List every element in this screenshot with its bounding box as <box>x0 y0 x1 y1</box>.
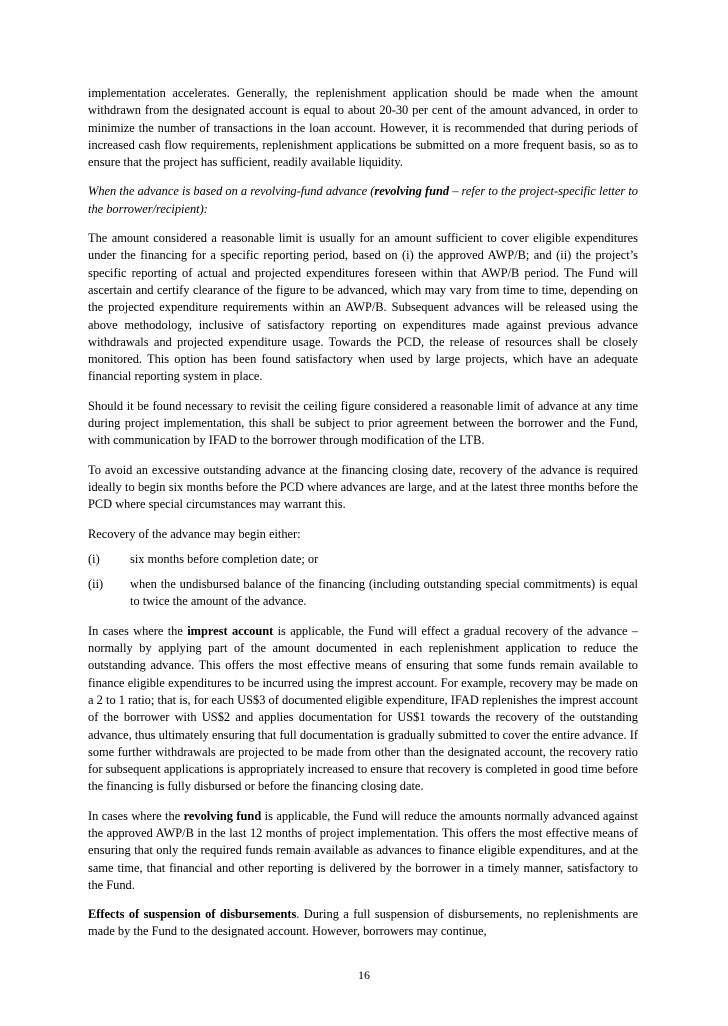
document-body <box>88 85 638 953</box>
imprest-body: is applicable, the Fund will effect a gradual recovery of the advance – normally by applying part of the amount documented in each replenishment application to reduce the outstanding advance. This offers the most effective means of ensuring that some funds remain available to finance eligible expenditures to be incurred using the imprest account. For example, recovery may be made on a 2 to 1 ratio; that is, for each US$3 of documented eligible expenditure, IFAD replenishes the imprest account of the borrower with US$2 and applies documentation for US$1 towards the recovery of the outstanding advance, thus ultimately ensuring that full documentation is gradually submitted to cover the entire advance. If some further withdrawals are projected to be made from other than the designated account, the recovery ratio for subsequent applications is appropriately increased to ensure that recovery is completed in good time before the financing is fully disbursed or before the financing closing date. <box>88 623 638 794</box>
list-text: six months before completion date; or <box>130 551 319 566</box>
revolving-fund-heading-bold: revolving fund <box>374 184 450 199</box>
suspension-body: . During a full suspension of disbursements, no replenishments are made by the Fund to the designated account. However, borrowers may continue, <box>88 907 639 939</box>
imprest-lead: In cases where the <box>88 623 188 638</box>
paragraph-imprest-account <box>88 623 638 796</box>
paragraph-suspension <box>88 906 638 941</box>
revolving-fund-heading-text: When the advance is based on a revolving-fund advance ( <box>88 184 375 199</box>
list-marker: (ii) <box>88 577 104 592</box>
imprest-account-bold: imprest account <box>187 623 274 638</box>
page-number: 16 <box>358 968 370 982</box>
revolving-lead: In cases where the <box>88 808 184 823</box>
paragraph-recovery-intro: Recovery of the advance may begin either: <box>88 526 301 541</box>
paragraph-implementation: implementation accelerates. Generally, the replenishment application should be made when the amount withdrawn from the designated account is equal to about 20-30 per cent of the amount advanced, in order to minimize the number of transactions in the loan account. However, it is recommended that during periods of increased cash flow requirements, replenishment applications be submitted on a more frequent basis, so as to ensure that the project has sufficient, readily available liquidity. <box>88 86 638 170</box>
revolving-body: is applicable, the Fund will reduce the amounts normally advanced against the approved AWP/B in the last 12 months of project implementation. This offers the most effective means of ensuring that only the required funds remain available as advances to finance eligible expenditures, and at the same time, that financial and other reporting is delivered by the borrower in a timely manner, satisfactory to the Fund. <box>88 808 638 892</box>
paragraph-ceiling-figure: Should it be found necessary to revisit the ceiling figure considered a reasonable limit of advance at any time during project implementation, this shall be subject to prior agreement between the borrower and the Fund, with communication by IFAD to the borrower through modification of the LTB. <box>88 398 638 448</box>
paragraph-revolving-fund <box>88 808 638 894</box>
paragraph-revolving-fund-heading <box>88 183 638 218</box>
revolving-fund-heading-tail: – refer to the project-specific letter to the borrower/recipient): <box>88 184 638 216</box>
paragraph-excessive-advance: To avoid an excessive outstanding advance at the financing closing date, recovery of the advance is required ideally to begin six months before the PCD where advances are large, and at the latest three months before the PCD where special circumstances may warrant this. <box>88 462 638 512</box>
revolving-fund-bold: revolving fund <box>183 808 262 823</box>
list-text: when the undisbursed balance of the financing (including outstanding special commitments) is equal to twice the amount of the advance. <box>130 577 638 609</box>
list-marker: (i) <box>88 551 100 566</box>
list-item <box>88 576 638 611</box>
paragraph-reasonable-limit: The amount considered a reasonable limit is usually for an amount sufficient to cover eligible expenditures under the financing for a specific reporting period, based on (i) the approved AWP/B; and (ii) the project’s specific reporting of actual and projected expenditures foreseen within that AWP/B period. The Fund will ascertain and certify clearance of the figure to be advanced, which may vary from time to time, depending on the projected expenditure requirements within an AWP/B. Subsequent advances will be released using the above methodology, inclusive of satisfactory reporting on expenditures made against previous advance withdrawals and projected expenditure usage. Towards the PCD, the release of resources shall be closely monitored. This option has been found satisfactory when used by large projects, which have an adequate financial reporting system in place. <box>88 231 638 384</box>
suspension-heading-bold: Effects of suspension of disbursements <box>88 907 297 922</box>
list-item <box>88 551 638 568</box>
